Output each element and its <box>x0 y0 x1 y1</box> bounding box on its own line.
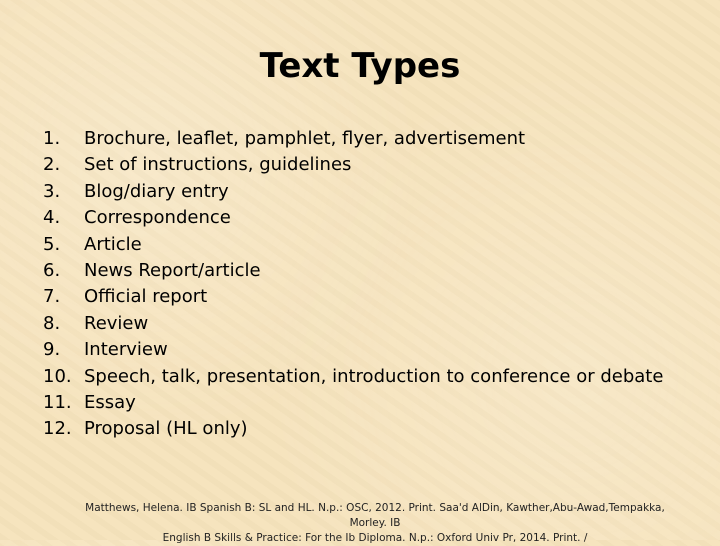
list-item-number: 8. <box>43 312 61 334</box>
list-item-number: 1. <box>43 128 61 149</box>
list-item-number: 11. <box>43 391 72 413</box>
list-item <box>43 232 693 258</box>
list-item <box>43 152 693 178</box>
list-item <box>43 258 693 284</box>
list-item <box>43 390 693 416</box>
list-item-text: Essay <box>84 391 136 413</box>
list-item-number: 12. <box>43 418 72 440</box>
list-item <box>43 364 693 390</box>
list-item <box>43 205 693 231</box>
list-item-text: Interview <box>84 339 168 361</box>
list-item <box>43 311 693 337</box>
list-item-number: 2. <box>43 154 61 176</box>
citation <box>70 501 680 546</box>
list-item-text: Review <box>84 312 149 334</box>
list-item-number: 9. <box>43 339 61 361</box>
list-item-text: Blog/diary entry <box>84 180 229 202</box>
list-item-number: 6. <box>43 259 61 281</box>
list-item <box>43 179 693 205</box>
list-item-number: 4. <box>43 207 61 229</box>
list-item-text: News Report/article <box>84 259 261 281</box>
list-item <box>43 126 693 152</box>
list-item <box>43 416 693 442</box>
list-item-text: Official report <box>84 286 208 308</box>
list-item <box>43 337 693 363</box>
citation-line: Matthews, Helena. IB Spanish B: SL and HL. N.p.: OSC, 2012. Print. Saa'd AlDin, Kawther,Abu-Awad,Tempakka, Morley. IB <box>85 502 665 529</box>
list-item-number: 3. <box>43 180 61 202</box>
list-item-text: Set of instructions, guidelines <box>84 154 352 176</box>
list-item-text: Proposal (HL only) <box>84 418 248 440</box>
list-item-number: 5. <box>43 233 61 255</box>
list-item <box>43 284 693 310</box>
list-item-text: Speech, talk, presentation, introduction to conference or debate <box>84 365 664 387</box>
list-item-text: Correspondence <box>84 207 231 229</box>
list-item-number: 7. <box>43 286 61 308</box>
slide-title: Text Types <box>259 46 461 86</box>
citation-line: English B Skills & Practice: For the Ib Diploma. N.p.: Oxford Univ Pr, 2014. Print. / <box>162 532 588 544</box>
list-item-text: Brochure, leaflet, pamphlet, flyer, advertisement <box>84 128 526 149</box>
text-types-list <box>43 126 693 443</box>
list-item-number: 10. <box>43 365 72 387</box>
list-item-text: Article <box>84 233 142 255</box>
